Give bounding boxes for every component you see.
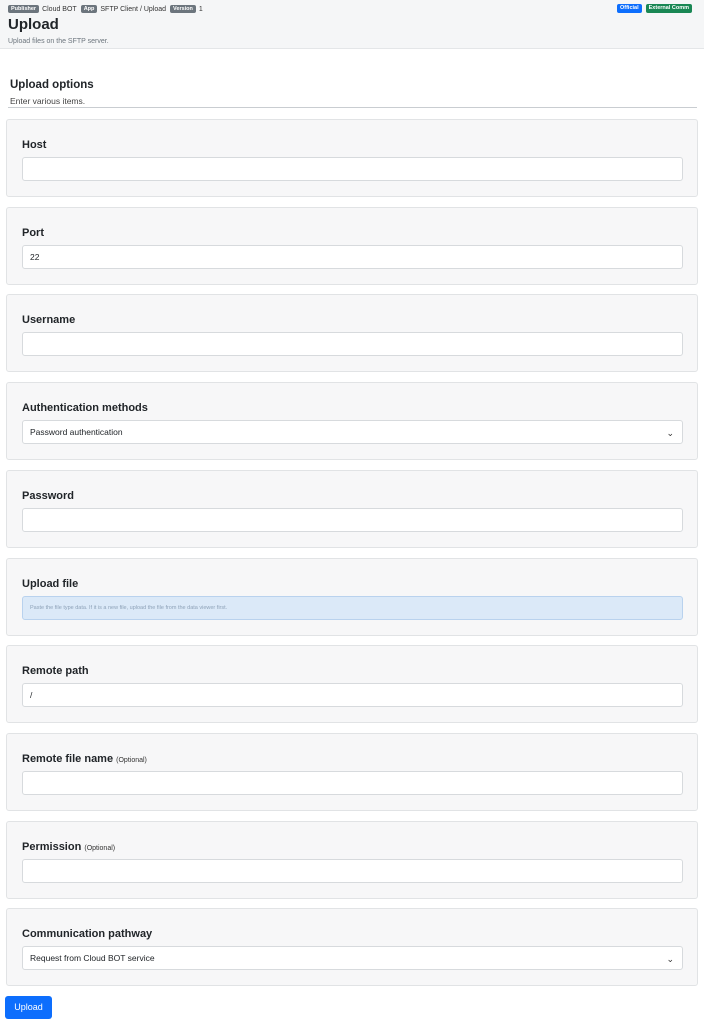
port-label: Port	[22, 227, 44, 239]
upload-file-label: Upload file	[22, 578, 79, 590]
pathway-card	[6, 908, 698, 986]
header-badges	[617, 4, 692, 13]
remote-file-name-label	[22, 753, 147, 767]
optional-tag: (Optional)	[116, 757, 147, 764]
auth-select[interactable]	[22, 420, 683, 444]
remote-file-name-card	[6, 733, 698, 811]
port-card	[6, 207, 698, 285]
username-label: Username	[22, 314, 76, 326]
permission-label	[22, 841, 115, 855]
section-divider	[8, 107, 697, 108]
pathway-select[interactable]	[22, 946, 683, 970]
app-tag: App	[81, 5, 98, 13]
username-card	[6, 294, 698, 372]
page-title: Upload	[8, 16, 59, 33]
publisher-name: Cloud BOT	[42, 5, 77, 13]
auth-selected-value: Password authentication	[30, 427, 123, 437]
publisher-tag: Publisher	[8, 5, 39, 13]
auth-card	[6, 382, 698, 460]
port-input[interactable]: 22	[22, 245, 683, 269]
version-tag: Version	[170, 5, 196, 13]
auth-label: Authentication methods	[22, 402, 148, 414]
version-number: 1	[198, 5, 203, 13]
host-label: Host	[22, 139, 47, 151]
section-subtitle: Enter various items.	[10, 96, 86, 106]
upload-file-card	[6, 558, 698, 636]
permission-label-text: Permission	[22, 841, 82, 853]
remote-path-label: Remote path	[22, 665, 89, 677]
host-input[interactable]	[22, 157, 683, 181]
username-input[interactable]	[22, 332, 683, 356]
password-card	[6, 470, 698, 548]
page-subtitle: Upload files on the SFTP server.	[8, 38, 109, 45]
permission-input[interactable]	[22, 859, 683, 883]
host-card	[6, 119, 698, 197]
upload-file-dropzone[interactable]: Paste the file type data. If it is a new file, upload the file from the data viewer first.	[22, 596, 683, 620]
app-meta	[8, 4, 207, 14]
page-header	[0, 0, 704, 49]
pathway-selected-value: Request from Cloud BOT service	[30, 953, 155, 963]
upload-button[interactable]: Upload	[5, 996, 52, 1019]
app-name: SFTP Client / Upload	[100, 5, 167, 13]
remote-path-input[interactable]: /	[22, 683, 683, 707]
pathway-label: Communication pathway	[22, 928, 153, 940]
chevron-down-icon: ⌄	[666, 954, 674, 964]
remote-path-card	[6, 645, 698, 723]
external-comm-badge: External Comm	[646, 4, 692, 13]
optional-tag: (Optional)	[84, 845, 116, 852]
permission-card	[6, 821, 698, 899]
remote-file-name-label-text: Remote file name	[22, 753, 114, 765]
password-input[interactable]	[22, 508, 683, 532]
remote-file-name-input[interactable]	[22, 771, 683, 795]
section-title: Upload options	[10, 79, 94, 91]
official-badge: Official	[617, 4, 642, 13]
password-label: Password	[22, 490, 74, 502]
chevron-down-icon: ⌄	[666, 428, 674, 438]
